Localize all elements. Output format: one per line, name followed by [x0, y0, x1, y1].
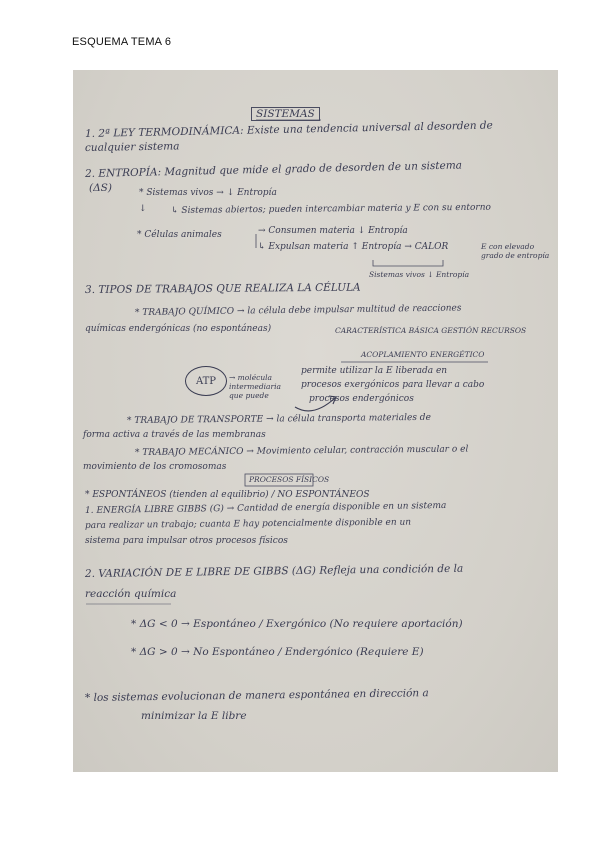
note-line: para realizar un trabajo; cuanta E hay potencialmente disponible en un [84, 517, 412, 531]
document-header: ESQUEMA TEMA 6 [72, 36, 172, 48]
note-line: reacción química [85, 588, 177, 600]
note-line: 1. 2ª LEY TERMODINÁMICA: Existe una tendencia universal al desorden de [84, 119, 493, 140]
note-line: 2. VARIACIÓN DE E LIBRE DE GIBBS (ΔG) Refleja una condición de la [84, 562, 464, 580]
note-line: químicas endergónicas (no espontáneas) [85, 324, 272, 334]
note-line: ↳ Sistemas abiertos; pueden intercambiar materia y E con su entorno [170, 202, 491, 216]
note-line: 1. ENERGÍA LIBRE GIBBS (G) → Cantidad de energía disponible en un sistema [84, 500, 447, 516]
note-line: → Consumen materia ↓ Entropía [258, 226, 408, 236]
note-line: * ΔG > 0 → No Espontáneo / Endergónico (Requiere E) [131, 646, 424, 658]
note-line: CARACTERÍSTICA BÁSICA GESTIÓN RECURSOS [335, 326, 527, 335]
note-line: permite utilizar la E liberada en [301, 366, 448, 376]
note-line: cualquier sistema [84, 140, 180, 154]
notes-title: SISTEMAS [251, 107, 320, 121]
note-line: * TRABAJO QUÍMICO → la célula debe impulsar multitud de reacciones [134, 303, 462, 318]
note-line: minimizar la E libre [141, 710, 247, 722]
note-line: * ΔG < 0 → Espontáneo / Exergónico (No requiere aportación) [131, 618, 463, 630]
note-line: E con elevado grado de entropía [481, 242, 550, 260]
atp-label: ATP [195, 375, 217, 387]
note-line: procesos exergónicos para llevar a cabo [301, 380, 485, 390]
note-line: 3. TIPOS DE TRABAJOS QUE REALIZA LA CÉLULA [84, 281, 361, 296]
atp-circle [185, 366, 227, 396]
note-line: ACOPLAMIENTO ENERGÉTICO [361, 350, 485, 359]
note-line: → molécula intermediaria que puede [229, 373, 281, 400]
note-line: * TRABAJO MECÁNICO → Movimiento celular, contracción muscular o el [134, 444, 469, 458]
note-line: * Células animales [137, 230, 222, 240]
note-line: forma activa a través de las membranas [83, 430, 266, 440]
note-line: PROCESOS FÍSICOS [249, 475, 330, 484]
note-line: * TRABAJO DE TRANSPORTE → la célula transporta materiales de [126, 412, 431, 426]
note-line: * Sistemas vivos → ↓ Entropía [139, 188, 277, 198]
note-line: procesos endergónicos [309, 394, 414, 404]
note-line: ↳ Expulsan materia ↑ Entropía → CALOR [258, 242, 449, 252]
note-line: 2. ENTROPÍA: Magnitud que mide el grado de desorden de un sistema [84, 159, 463, 180]
note-line: ↓ [139, 204, 147, 214]
handwritten-notes-photo [73, 70, 558, 772]
note-line: * ESPONTÁNEOS (tienden al equilibrio) / NO ESPONTÁNEOS [85, 490, 370, 500]
note-line: * los sistemas evolucionan de manera espontánea en dirección a [84, 687, 429, 704]
note-line: sistema para impulsar otros procesos físicos [85, 536, 288, 546]
note-line: Sistemas vivos ↓ Entropía [369, 270, 470, 279]
note-line: (ΔS) [89, 182, 112, 194]
note-line: movimiento de los cromosomas [83, 462, 227, 472]
